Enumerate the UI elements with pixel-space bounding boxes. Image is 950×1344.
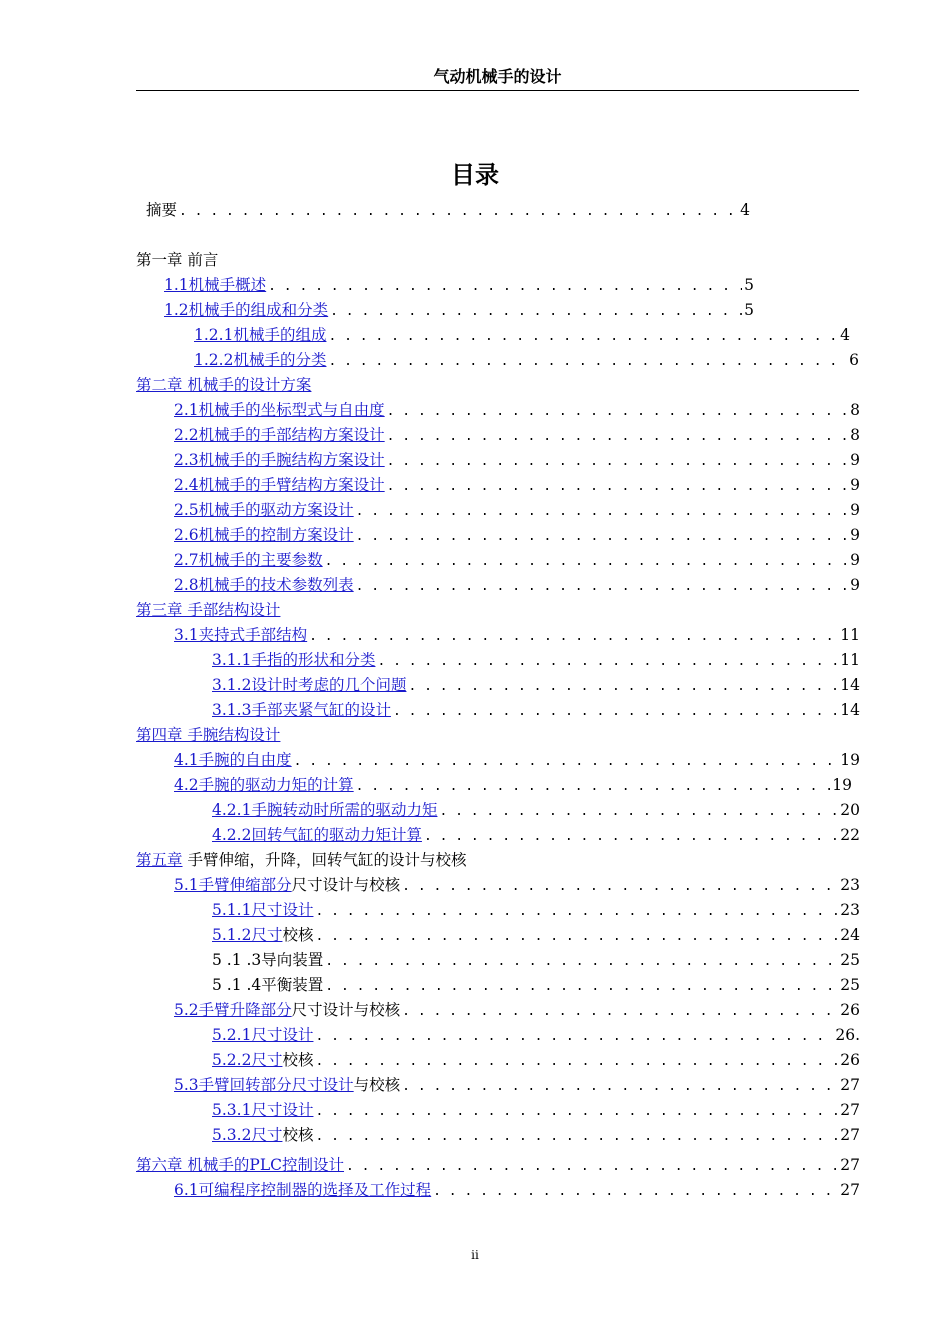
toc-entry-link[interactable]: 5.3手臂回转部分尺寸设计 [174,1076,354,1094]
toc-entry-page: 27 [840,1156,860,1174]
toc-entry-link[interactable]: 1.2机械手的组成和分类 [164,301,329,319]
toc-entry[interactable] [174,499,860,521]
toc-entry-link[interactable]: 第六章 机械手的PLC控制设计 [136,1156,345,1174]
toc-entry[interactable] [174,474,860,496]
toc-entry-page: 6 [849,351,859,369]
toc-entry-page: 27 [840,1126,860,1144]
toc-entry-link[interactable]: 4.2.2回转气缸的驱动力矩计算 [212,826,422,844]
toc-entry-label: 校核 [282,1051,314,1069]
toc-entry-page: 19 [832,776,852,794]
toc-entry[interactable] [212,824,860,846]
toc-entry[interactable] [174,524,860,546]
toc-entry-link[interactable]: 2.4机械手的手臂结构方案设计 [174,476,385,494]
toc-entry-page: 26 [840,1001,860,1019]
toc-entry-link[interactable]: 2.8机械手的技术参数列表 [174,576,354,594]
toc-entry-page: 20 [840,801,860,819]
toc-entry-page: 9 [850,551,860,569]
toc-entry-page: 4 [740,201,750,219]
toc-entry[interactable] [212,1124,860,1146]
toc-entry [212,949,860,971]
toc-entry-link[interactable]: 2.2机械手的手部结构方案设计 [174,426,385,444]
toc-entry-page: 9 [850,476,860,494]
toc-entry[interactable] [212,649,860,671]
toc-entry[interactable] [164,299,754,321]
toc-entry[interactable] [212,674,860,696]
toc-entry-link[interactable]: 第四章 手腕结构设计 [136,726,281,744]
toc-chapter-link[interactable] [136,599,280,621]
toc-entry-link[interactable]: 2.6机械手的控制方案设计 [174,526,354,544]
toc-entry[interactable] [174,999,860,1021]
toc-entry-label: 校核 [282,926,314,944]
toc-entry-link[interactable]: 5.2手臂升降部分 [174,1001,292,1019]
toc-entry[interactable] [174,1179,860,1201]
toc-entry-label: 校核 [282,1126,314,1144]
toc-entry-page: 9 [850,576,860,594]
toc-entry-label: 5 .1 .4平衡装置 [212,976,324,994]
toc-entry-page: 11 [840,651,860,669]
toc-entry-page: 14 [840,701,860,719]
toc-entry-link[interactable]: 5.1.2尺寸 [212,926,283,944]
toc-entry-link[interactable]: 2.5机械手的驱动方案设计 [174,501,354,519]
toc-chapter-heading [136,249,218,271]
toc-entry[interactable] [146,199,750,221]
toc-entry[interactable] [174,399,860,421]
toc-entry-page: 26. [835,1026,860,1044]
toc-chapter-link[interactable] [136,374,311,396]
toc-entry-page: 14 [840,676,860,694]
toc-entry-link[interactable]: 4.2手腕的驱动力矩的计算 [174,776,354,794]
toc-entry[interactable] [174,424,860,446]
toc-entry-link[interactable]: 3.1夹持式手部结构 [174,626,308,644]
toc-entry[interactable] [212,699,860,721]
running-header [136,64,859,91]
toc-entry[interactable] [174,774,852,796]
toc-entry-page: 25 [840,976,860,994]
toc-entry-page: 19 [840,751,860,769]
toc-entry[interactable] [174,549,860,571]
toc-entry[interactable] [212,1099,860,1121]
toc-entry[interactable] [212,924,860,946]
toc-entry-page: 26 [840,1051,860,1069]
toc-entry-page: 22 [840,826,860,844]
toc-entry-link[interactable]: 4.2.1手腕转动时所需的驱动力矩 [212,801,438,819]
toc-entry[interactable] [174,624,860,646]
toc-entry-page: 27 [840,1076,860,1094]
toc-chapter-link[interactable] [136,849,466,871]
toc-entry[interactable] [194,349,859,371]
toc-entry-page: 9 [850,501,860,519]
toc-entry-link[interactable]: 4.1手腕的自由度 [174,751,292,769]
toc-entry-page: 9 [850,451,860,469]
toc-entry-page: 24 [840,926,860,944]
toc-entry-link[interactable]: 6.1可编程序控制器的选择及工作过程 [174,1181,432,1199]
toc-entry-link[interactable]: 5.2.2尺寸 [212,1051,283,1069]
toc-entry-link[interactable]: 5.1手臂伸缩部分 [174,876,292,894]
toc-entry-page: 27 [840,1181,860,1199]
header-title: 气动机械手的设计 [433,67,562,86]
page-title: 目录 [451,161,499,189]
page-number: ii [471,1248,479,1262]
toc-entry-label: 尺寸设计与校核 [291,1001,401,1019]
toc-entry-label: 摘要 [146,201,178,219]
toc-entry-label: 手臂伸缩，升降，回转气缸的设计与校核 [182,851,467,869]
toc-entry[interactable] [136,1154,860,1176]
toc-chapter-link[interactable] [136,724,280,746]
toc-entry-label: 尺寸设计与校核 [291,876,401,894]
toc-entry[interactable] [194,324,850,346]
toc-entry-page: 25 [840,951,860,969]
toc-entry-page: 4 [840,326,850,344]
toc-entry-label: 与校核 [353,1076,401,1094]
toc-entry-page: 9 [850,526,860,544]
toc-entry-link[interactable]: 第二章 机械手的设计方案 [136,376,312,394]
toc-entry-link[interactable]: 第五章 [136,851,183,869]
toc-entry-link[interactable]: 2.1机械手的坐标型式与自由度 [174,401,385,419]
toc-entry-page: 23 [840,901,860,919]
toc-entry-page: 27 [840,1101,860,1119]
toc-entry-link[interactable]: 3.1.3手部夹紧气缸的设计 [212,701,391,719]
toc-entry-link[interactable]: 5.3.1尺寸设计 [212,1101,314,1119]
toc-entry[interactable] [174,749,860,771]
toc-entry-link[interactable]: 2.3机械手的手腕结构方案设计 [174,451,385,469]
toc-entry-link[interactable]: 1.1机械手概述 [164,276,267,294]
toc-entry-page: 5 [744,276,754,294]
toc-entry-page: 8 [850,401,860,419]
toc-entry[interactable] [212,899,860,921]
toc-entry[interactable] [212,799,860,821]
toc-entry[interactable] [164,274,754,296]
toc-entry-page: 23 [840,876,860,894]
toc-entry-link[interactable]: 5.1.1尺寸设计 [212,901,314,919]
toc-entry-link[interactable]: 5.2.1尺寸设计 [212,1026,314,1044]
toc-entry[interactable] [174,1074,860,1096]
toc-entry-link[interactable]: 1.2.1机械手的组成 [194,326,327,344]
toc-entry[interactable] [212,1049,860,1071]
toc-entry-link[interactable]: 第三章 手部结构设计 [136,601,281,619]
toc-entry[interactable] [174,449,860,471]
toc-entry-label: 第一章 前言 [136,251,219,269]
toc-entry-link[interactable]: 5.3.2尺寸 [212,1126,283,1144]
toc-entry[interactable] [174,874,860,896]
toc-entry-link[interactable]: 3.1.1手指的形状和分类 [212,651,376,669]
toc-entry-page: 5 [744,301,754,319]
toc-entry[interactable] [212,1024,860,1046]
toc-entry-page: 11 [840,626,860,644]
toc-entry-page: 8 [850,426,860,444]
toc-entry[interactable] [174,574,860,596]
toc-entry-label: 5 .1 .3导向装置 [212,951,324,969]
toc-entry-link[interactable]: 3.1.2设计时考虑的几个问题 [212,676,407,694]
toc-entry [212,974,860,996]
toc-entry-link[interactable]: 2.7机械手的主要参数 [174,551,323,569]
toc-entry-link[interactable]: 1.2.2机械手的分类 [194,351,327,369]
